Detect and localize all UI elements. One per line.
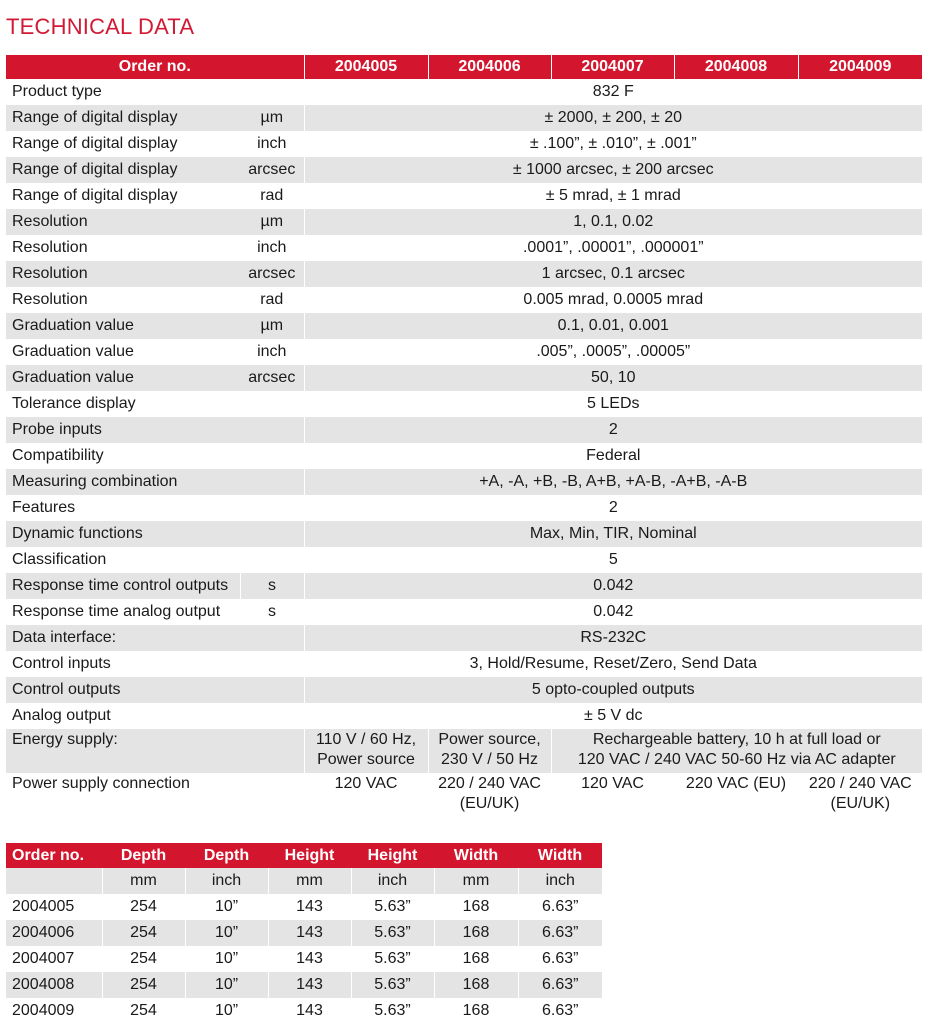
- dims-value-cell: 6.63”: [518, 946, 602, 972]
- spec-row-value: 832 F: [304, 79, 922, 105]
- spec-row: [6, 417, 922, 443]
- spec-row: [6, 495, 922, 521]
- dims-value-cell: 10”: [185, 998, 268, 1024]
- spec-row-unit: inch: [240, 235, 304, 261]
- power-value-line: 120 VAC: [581, 775, 644, 792]
- spec-row: [6, 339, 922, 365]
- spec-row-unit: inch: [240, 131, 304, 157]
- spec-row-unit: µm: [240, 209, 304, 235]
- dims-value-cell: 254: [102, 894, 185, 920]
- dims-row: [6, 972, 602, 998]
- power-supply-value: [674, 773, 798, 817]
- spec-row-label: Control outputs: [6, 677, 240, 703]
- dims-units-row: [6, 868, 602, 894]
- spec-row-value: 1, 0.1, 0.02: [304, 209, 922, 235]
- dims-value-cell: 168: [434, 946, 518, 972]
- order-no-header: Order no.: [6, 55, 304, 79]
- spec-row-unit: inch: [240, 339, 304, 365]
- spec-row-unit: [240, 521, 304, 547]
- spec-row-unit: µm: [240, 105, 304, 131]
- spec-row-unit: [240, 495, 304, 521]
- order-column-header: 2004006: [428, 55, 551, 79]
- spec-row-value: .0001”, .00001”, .000001”: [304, 235, 922, 261]
- spec-row-value: ± 1000 arcsec, ± 200 arcsec: [304, 157, 922, 183]
- power-value-line: 220 VAC (EU): [685, 775, 787, 792]
- spec-row: [6, 573, 922, 599]
- dims-row: [6, 946, 602, 972]
- energy-value-line: 120 VAC / 240 VAC 50-60 Hz via AC adapter: [577, 751, 896, 768]
- dims-value-cell: 5.63”: [351, 972, 434, 998]
- spec-row-label: Control inputs: [6, 651, 240, 677]
- dims-value-cell: 254: [102, 972, 185, 998]
- energy-supply-value: [428, 729, 551, 773]
- power-value-line: 220 / 240 VAC: [808, 775, 912, 792]
- spec-row-unit: [240, 677, 304, 703]
- dims-value-cell: 6.63”: [518, 972, 602, 998]
- spec-row-label: Graduation value: [6, 313, 240, 339]
- spec-row-value: 2: [304, 495, 922, 521]
- spec-row-value: +A, -A, +B, -B, A+B, +A-B, -A+B, -A-B: [304, 469, 922, 495]
- order-column-header: 2004007: [551, 55, 674, 79]
- spec-row-unit: arcsec: [240, 157, 304, 183]
- power-supply-value: [304, 773, 428, 817]
- dims-value-cell: 254: [102, 920, 185, 946]
- spec-row: [6, 391, 922, 417]
- spec-row-unit: arcsec: [240, 365, 304, 391]
- spec-row-unit: µm: [240, 313, 304, 339]
- dims-value-cell: 143: [268, 972, 351, 998]
- spec-row-label: Features: [6, 495, 240, 521]
- dims-value-cell: 143: [268, 920, 351, 946]
- dims-order-cell: 2004009: [6, 998, 102, 1024]
- spec-row-label: Range of digital display: [6, 183, 240, 209]
- energy-value-line: Power source: [317, 751, 415, 768]
- dims-header-width: Width: [518, 843, 602, 868]
- dims-unit-cell: mm: [434, 868, 518, 894]
- dims-value-cell: 254: [102, 946, 185, 972]
- spec-row: [6, 235, 922, 261]
- order-column-header: 2004005: [304, 55, 428, 79]
- spec-row-value: 5 opto-coupled outputs: [304, 677, 922, 703]
- spec-row-unit: [240, 469, 304, 495]
- energy-supply-value: [304, 729, 428, 773]
- dims-value-cell: 254: [102, 998, 185, 1024]
- energy-value-line: 110 V / 60 Hz,: [315, 731, 417, 748]
- spec-row-value: 3, Hold/Resume, Reset/Zero, Send Data: [304, 651, 922, 677]
- spec-row-label: Product type: [6, 79, 240, 105]
- dims-row: [6, 920, 602, 946]
- spec-row: [6, 547, 922, 573]
- spec-row-value: Federal: [304, 443, 922, 469]
- spec-row: [6, 443, 922, 469]
- spec-row-label: Dynamic functions: [6, 521, 240, 547]
- spec-row-label: Resolution: [6, 261, 240, 287]
- dims-value-cell: 168: [434, 972, 518, 998]
- spec-row-value: 0.1, 0.01, 0.001: [304, 313, 922, 339]
- spec-row: [6, 183, 922, 209]
- spec-row: [6, 703, 922, 729]
- spec-row-unit: [240, 547, 304, 573]
- dims-row: [6, 894, 602, 920]
- spec-row-unit: [240, 417, 304, 443]
- spec-row-value: Max, Min, TIR, Nominal: [304, 521, 922, 547]
- power-value-line: (EU/UK): [459, 795, 520, 812]
- spec-row-label: Resolution: [6, 235, 240, 261]
- dims-header-width: Width: [434, 843, 518, 868]
- spec-row-unit: [240, 391, 304, 417]
- power-supply-value: [428, 773, 551, 817]
- energy-value-line: Power source,: [438, 731, 541, 748]
- energy-value-line: 230 V / 50 Hz: [441, 751, 538, 768]
- spec-row-value: ± 5 mrad, ± 1 mrad: [304, 183, 922, 209]
- dims-value-cell: 10”: [185, 972, 268, 998]
- technical-data-table: [6, 55, 922, 817]
- spec-row-value: 0.042: [304, 573, 922, 599]
- energy-supply-value: [551, 729, 922, 773]
- dims-value-cell: 143: [268, 998, 351, 1024]
- power-supply-value: [551, 773, 674, 817]
- spec-row: [6, 105, 922, 131]
- dims-order-cell: 2004005: [6, 894, 102, 920]
- dims-value-cell: 6.63”: [518, 894, 602, 920]
- dims-value-cell: 10”: [185, 946, 268, 972]
- dims-row: [6, 998, 602, 1024]
- spec-row-value: 2: [304, 417, 922, 443]
- spec-row: [6, 209, 922, 235]
- spec-row-value: RS-232C: [304, 625, 922, 651]
- dims-header-depth: Depth: [102, 843, 185, 868]
- power-value-line: (EU/UK): [830, 795, 891, 812]
- spec-row-label: Classification: [6, 547, 240, 573]
- spec-row-label: Range of digital display: [6, 157, 240, 183]
- power-value-line: 220 / 240 VAC: [438, 775, 541, 792]
- spec-row-value: 50, 10: [304, 365, 922, 391]
- spec-row-label: Response time analog output: [6, 599, 240, 625]
- dims-value-cell: 5.63”: [351, 894, 434, 920]
- spec-row-label: Range of digital display: [6, 131, 240, 157]
- dims-value-cell: 143: [268, 894, 351, 920]
- dims-unit-cell: mm: [102, 868, 185, 894]
- dims-order-cell: 2004008: [6, 972, 102, 998]
- spec-row-unit: [240, 773, 304, 817]
- spec-row-label: Data interface:: [6, 625, 240, 651]
- dims-order-cell: 2004007: [6, 946, 102, 972]
- spec-row-label: Measuring combination: [6, 469, 240, 495]
- spec-row-unit: rad: [240, 287, 304, 313]
- power-supply-value: [798, 773, 922, 817]
- dims-value-cell: 168: [434, 998, 518, 1024]
- spec-row-label: Response time control outputs: [6, 573, 240, 599]
- dims-value-cell: 10”: [185, 920, 268, 946]
- dims-value-cell: 5.63”: [351, 998, 434, 1024]
- spec-row-unit: [240, 79, 304, 105]
- dims-value-cell: 5.63”: [351, 920, 434, 946]
- spec-row-unit: [240, 651, 304, 677]
- dimensions-table: [6, 843, 602, 1024]
- dims-unit-cell: inch: [518, 868, 602, 894]
- spec-row-value: 0.042: [304, 599, 922, 625]
- spec-row-label: Resolution: [6, 287, 240, 313]
- spec-row-unit: rad: [240, 183, 304, 209]
- dims-unit-cell: [6, 868, 102, 894]
- spec-row-label: Tolerance display: [6, 391, 240, 417]
- spec-row-label: Energy supply:: [6, 729, 240, 773]
- dims-value-cell: 168: [434, 894, 518, 920]
- spec-row-label: Range of digital display: [6, 105, 240, 131]
- dims-header-depth: Depth: [185, 843, 268, 868]
- spec-row-value: 5 LEDs: [304, 391, 922, 417]
- dims-value-cell: 6.63”: [518, 998, 602, 1024]
- spec-row: [6, 157, 922, 183]
- spec-row: [6, 131, 922, 157]
- dims-header-row: [6, 843, 602, 868]
- spec-row: [6, 625, 922, 651]
- spec-row-label: Power supply connection: [6, 773, 240, 817]
- spec-row: [6, 521, 922, 547]
- dims-header-height: Height: [351, 843, 434, 868]
- dims-order-cell: 2004006: [6, 920, 102, 946]
- spec-row: [6, 651, 922, 677]
- power-value-line: 120 VAC: [334, 775, 398, 792]
- spec-row: [6, 365, 922, 391]
- spec-row-label: Graduation value: [6, 365, 240, 391]
- spec-row-unit: arcsec: [240, 261, 304, 287]
- spec-row-label: Analog output: [6, 703, 240, 729]
- spec-row: [6, 287, 922, 313]
- order-column-header: 2004009: [798, 55, 922, 79]
- spec-row-value: .005”, .0005”, .00005”: [304, 339, 922, 365]
- spec-row-label: Compatibility: [6, 443, 240, 469]
- dims-unit-cell: inch: [185, 868, 268, 894]
- dims-value-cell: 6.63”: [518, 920, 602, 946]
- spec-row: [6, 677, 922, 703]
- spec-row-value: 1 arcsec, 0.1 arcsec: [304, 261, 922, 287]
- dims-value-cell: 10”: [185, 894, 268, 920]
- spec-row-label: Probe inputs: [6, 417, 240, 443]
- spec-row: [6, 469, 922, 495]
- spec-row-value: ± 2000, ± 200, ± 20: [304, 105, 922, 131]
- spec-row-value: 5: [304, 547, 922, 573]
- energy-value-line: Rechargeable battery, 10 h at full load or: [592, 731, 881, 748]
- dims-header-order: Order no.: [6, 843, 102, 868]
- dims-unit-cell: mm: [268, 868, 351, 894]
- spec-row-value: ± .100”, ± .010”, ± .001”: [304, 131, 922, 157]
- spec-row-unit: [240, 625, 304, 651]
- spec-header-row: [6, 55, 922, 79]
- spec-row-value: ± 5 V dc: [304, 703, 922, 729]
- spec-row: [6, 261, 922, 287]
- spec-row-label: Resolution: [6, 209, 240, 235]
- spec-row-unit: [240, 729, 304, 773]
- page-title: TECHNICAL DATA: [6, 14, 195, 39]
- dims-value-cell: 5.63”: [351, 946, 434, 972]
- spec-row-unit: [240, 703, 304, 729]
- spec-row-unit: s: [240, 599, 304, 625]
- spec-row: [6, 79, 922, 105]
- spec-row-unit: s: [240, 573, 304, 599]
- spec-row-value: 0.005 mrad, 0.0005 mrad: [304, 287, 922, 313]
- dims-value-cell: 168: [434, 920, 518, 946]
- energy-supply-row: [6, 729, 922, 773]
- dims-value-cell: 143: [268, 946, 351, 972]
- dims-header-height: Height: [268, 843, 351, 868]
- dims-unit-cell: inch: [351, 868, 434, 894]
- order-column-header: 2004008: [674, 55, 798, 79]
- power-supply-row: [6, 773, 922, 817]
- spec-row: [6, 313, 922, 339]
- spec-row: [6, 599, 922, 625]
- spec-row-label: Graduation value: [6, 339, 240, 365]
- spec-row-unit: [240, 443, 304, 469]
